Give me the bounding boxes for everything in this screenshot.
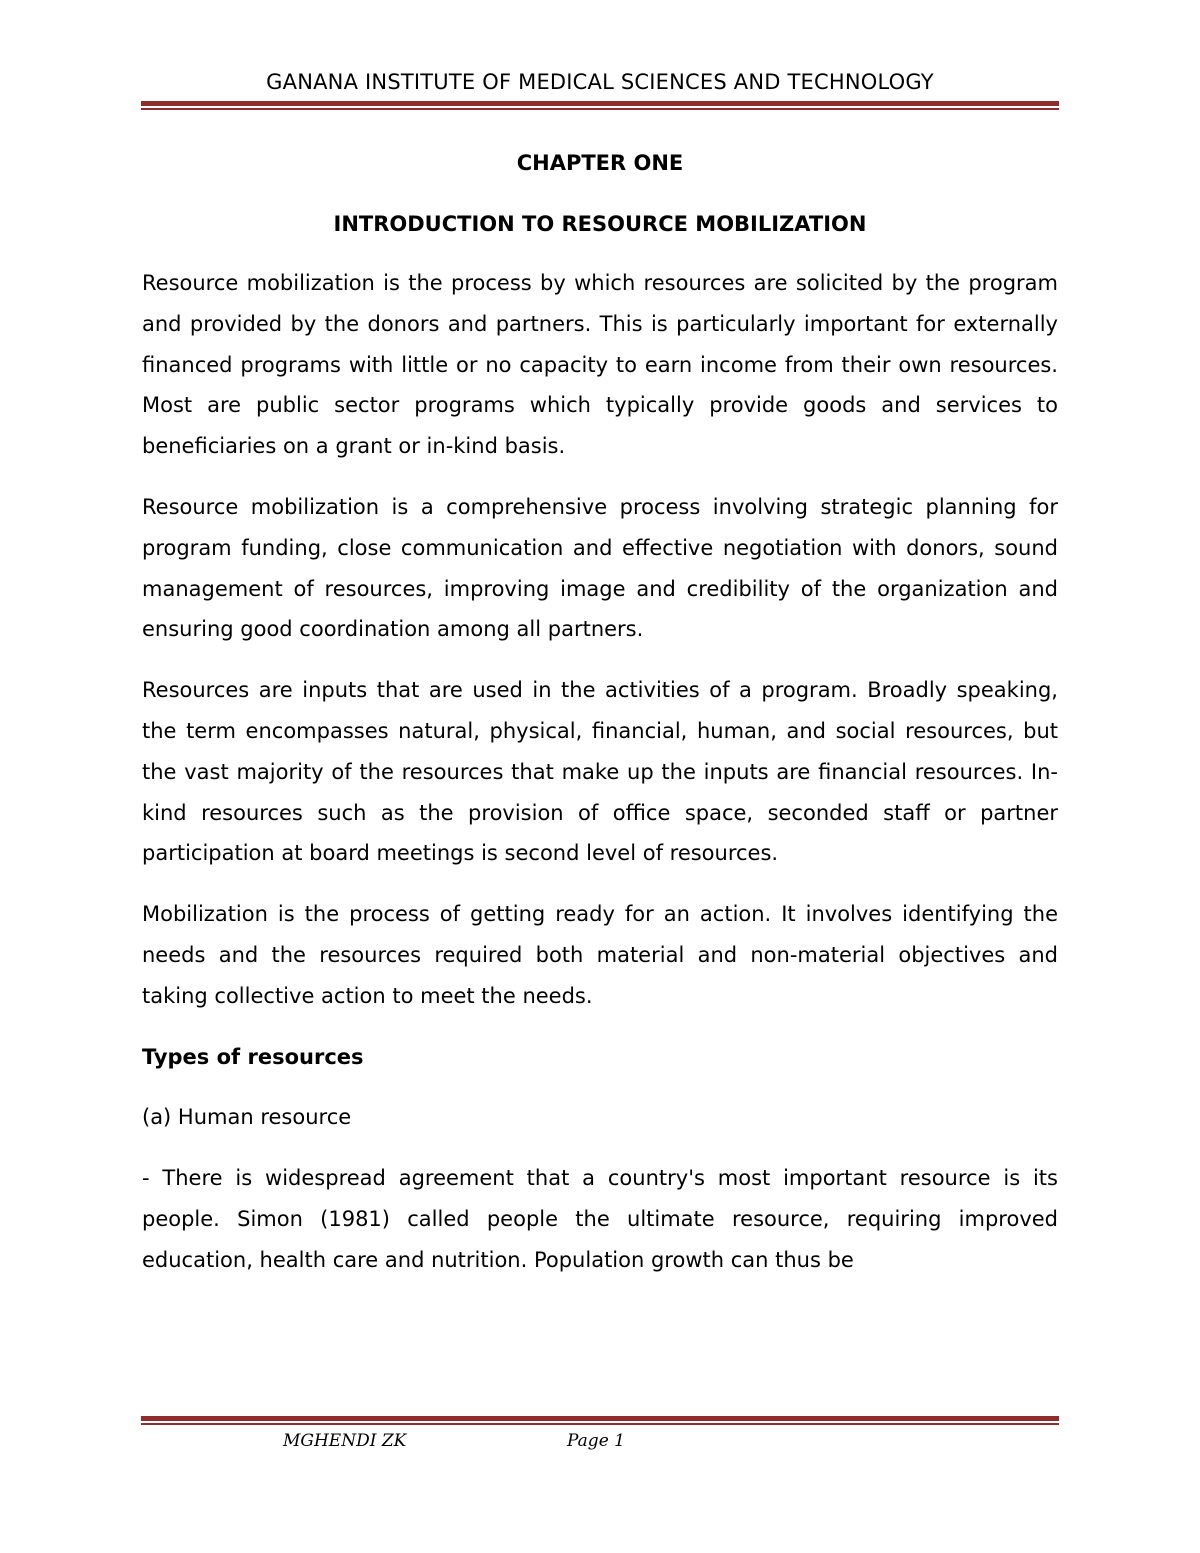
header-institution-name: GANANA INSTITUTE OF MEDICAL SCIENCES AND TECHNOLOGY xyxy=(266,70,934,94)
chapter-label: CHAPTER ONE xyxy=(516,151,684,175)
paragraph-comprehensive-process: Resource mobilization is a comprehensive process involving strategic planning for program funding, close communication and effective negotiation with donors, sound management of resources, improving image and credibility of the organization and ensuring good coordination among all partners. xyxy=(142,494,1058,642)
header-divider xyxy=(141,101,1059,110)
paragraph-definition: Resource mobilization is the process by which resources are solicited by the program and provided by the donors and partners. This is particularly important for externally financed programs with little or no capacity to earn income from their own resources. Most are public sector programs which typically provide goods and services to beneficiaries on a grant or in-kind basis. xyxy=(142,271,1058,459)
footer-page-number: Page 1 xyxy=(567,1431,625,1451)
footer-divider xyxy=(141,1416,1059,1425)
footer-author: MGHENDI ZK xyxy=(283,1431,407,1451)
chapter-title: INTRODUCTION TO RESOURCE MOBILIZATION xyxy=(333,212,867,236)
paragraph-resources-inputs: Resources are inputs that are used in the activities of a program. Broadly speaking, the term encompasses natural, physical, financial, human, and social resources, but the vast majority of the resources that make up the inputs are financial resources. In-kind resources such as the provision of office space, seconded staff or partner participation at board meetings is second level of resources. xyxy=(142,678,1058,866)
paragraph-mobilization: Mobilization is the process of getting ready for an action. It involves identifying the needs and the resources required both material and non-material objectives and taking collective action to meet the needs. xyxy=(142,902,1058,1008)
paragraph-human-resource: - There is widespread agreement that a country's most important resource is its people. Simon (1981) called people the ultimate resource, requiring improved education, health care and nutrition. Population growth can thus be xyxy=(142,1166,1058,1272)
document-body xyxy=(142,146,1058,1281)
subheading-human-resource: (a) Human resource xyxy=(142,1105,352,1130)
section-heading-types: Types of resources xyxy=(142,1044,364,1069)
